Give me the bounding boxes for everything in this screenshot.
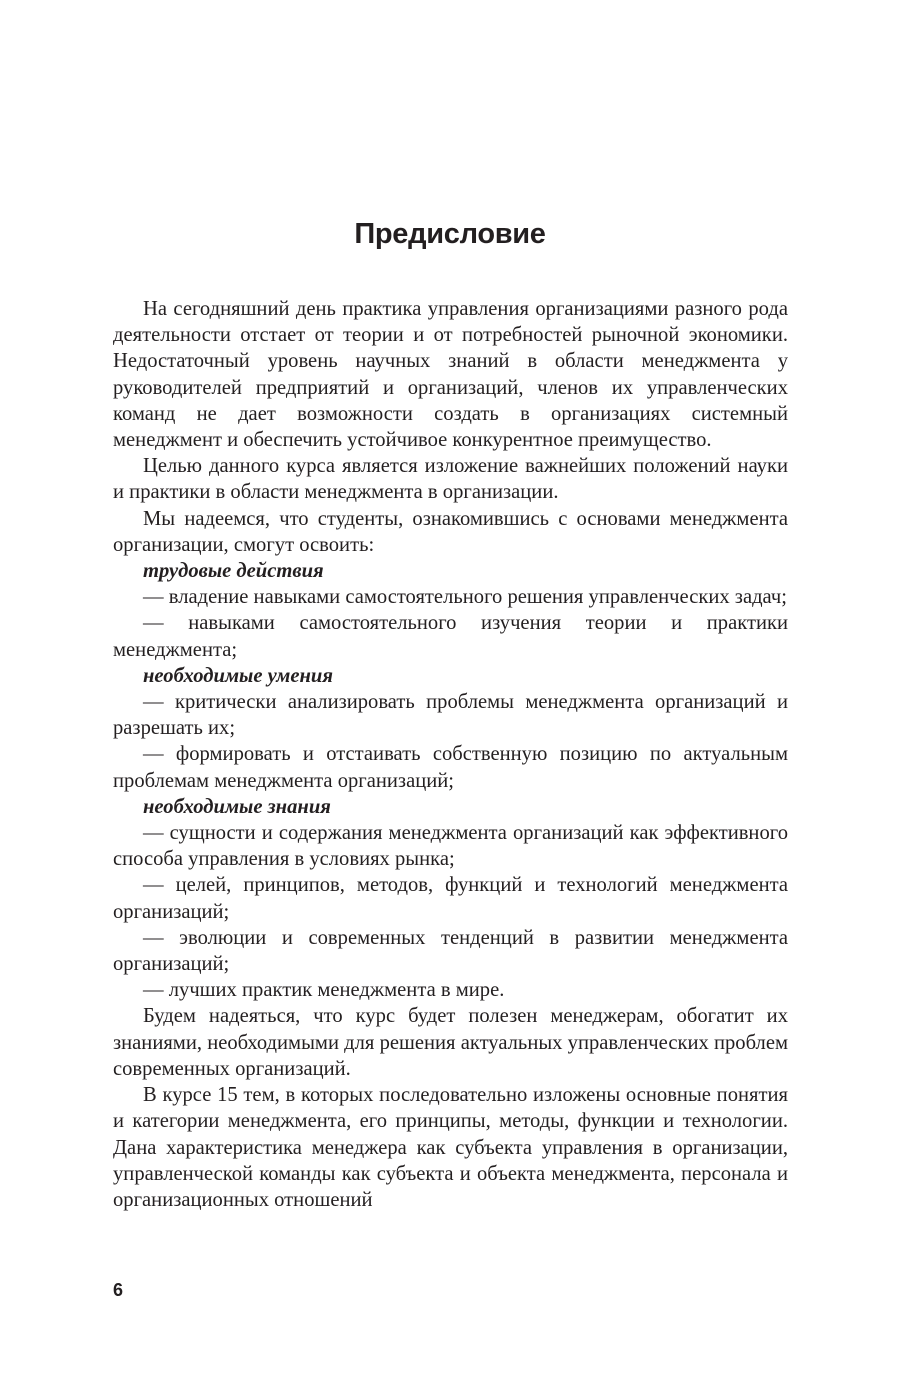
list-item: — формировать и отстаивать собственную позицию по актуальным проблемам менеджмента организаций; (113, 743, 788, 792)
list-item: — владение навыками самостоятельного решения управленческих задач; (143, 586, 787, 609)
page-number: 6 (113, 1280, 124, 1300)
page-title: Предисловие (354, 218, 546, 250)
paragraph: В курсе 15 тем, в которых последовательно изложены основные понятия и категории менеджмента, его принципы, методы, функции и технологии. Дана характеристика менеджера как субъекта управления в организации, управленческой команды как субъекта и объекта менеджмента, персонала и организационных отношений (113, 1084, 788, 1211)
list-item: — эволюции и современных тенденций в развитии менеджмента организаций; (113, 926, 788, 976)
list-item: — сущности и содержания менеджмента организаций как эффективного способа управления в условиях рынка; (113, 822, 788, 871)
paragraph: Целью данного курса является изложение важнейших положений науки и практики в области менеджмента в организации. (113, 455, 788, 504)
paragraph: На сегодняшний день практика управления организациями разного рода деятельности отстает от теории и от потребностей рыночной экономики. Недостаточный уровень научных знаний в области менеджмента у руководителей предприятий и организаций, членов их управленческих команд не дает возможности создать в организациях системный менеджмент и обеспечить устойчивое конкурентное преимущество. (113, 298, 788, 452)
list-item: — навыками самостоятельного изучения теории и практики менеджмента; (113, 612, 788, 661)
paragraph: Мы надеемся, что студенты, ознакомившись с основами менеджмента организации, смогут освоить: (113, 507, 788, 556)
section-heading: трудовые действия (143, 560, 324, 583)
section-heading: необходимые умения (143, 664, 333, 687)
paragraph: Будем надеяться, что курс будет полезен менеджерам, обогатит их знаниями, необходимыми для решения актуальных управленческих проблем современных организаций. (113, 1005, 788, 1080)
section-heading: необходимые знания (143, 795, 331, 818)
list-item: — критически анализировать проблемы менеджмента организаций и разрешать их; (113, 691, 788, 740)
preface-body (113, 296, 788, 1213)
list-item: — целей, принципов, методов, функций и технологий менеджмента организаций; (113, 874, 788, 923)
list-item: — лучших практик менеджмента в мире. (143, 979, 505, 1002)
